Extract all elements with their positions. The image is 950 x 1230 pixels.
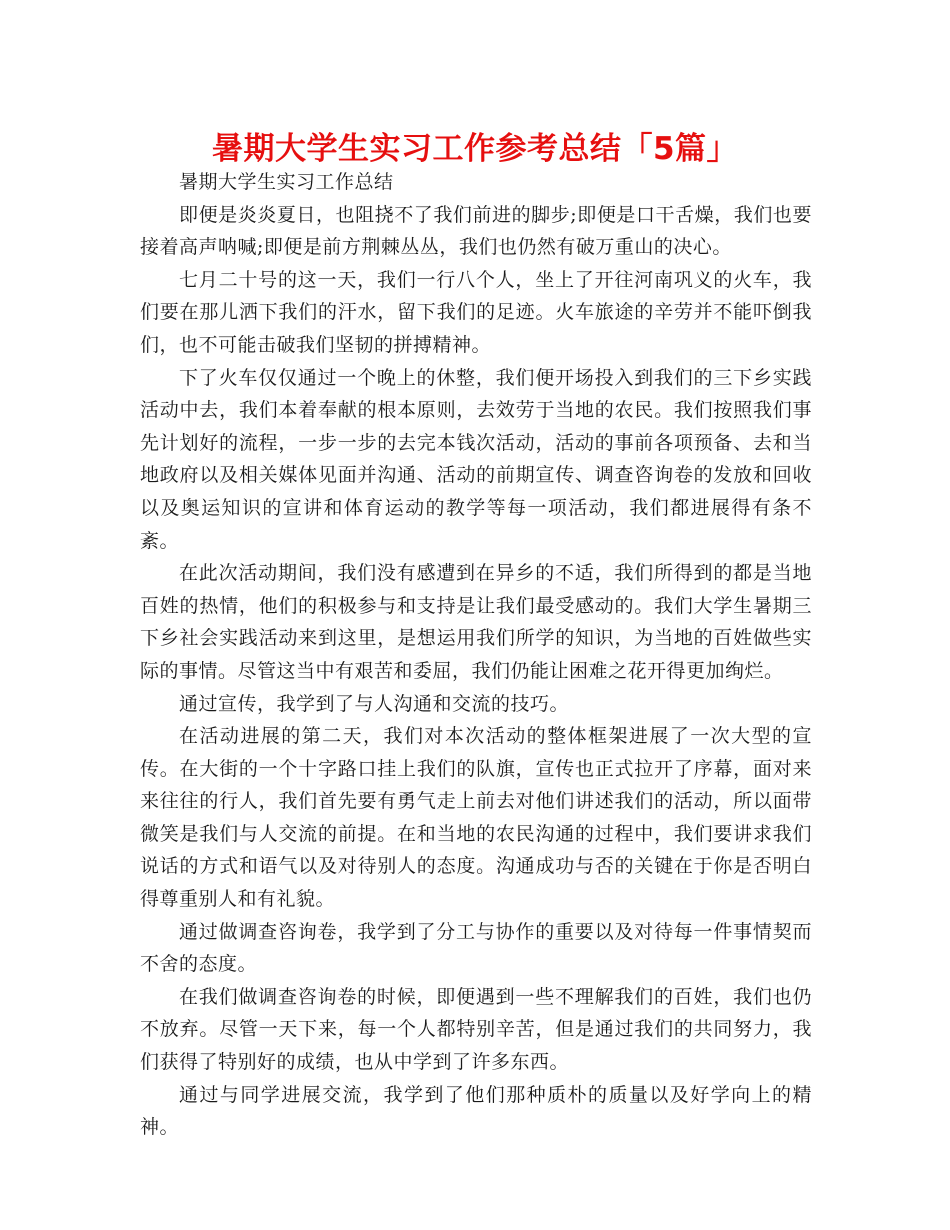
paragraph: 即便是炎炎夏日，也阻挠不了我们前进的脚步;即便是口干舌燥，我们也要接着高声呐喊;即便是前方荆棘丛丛，我们也仍然有破万重山的决心。	[140, 203, 812, 259]
document-title: 暑期大学生实习工作参考总结「5篇」	[211, 131, 739, 167]
paragraph: 通过宣传，我学到了与人沟通和交流的技巧。	[179, 692, 570, 715]
paragraph: 七月二十号的这一天，我们一行八个人，坐上了开往河南巩义的火车，我们要在那儿洒下我们的汗水，留下我们的足迹。火车旅途的辛劳并不能吓倒我们，也不可能击破我们坚韧的拼搏精神。	[140, 268, 812, 356]
paragraph: 通过与同学进展交流，我学到了他们那种质朴的质量以及好学向上的精神。	[140, 1083, 812, 1139]
paragraph-subtitle: 暑期大学生实习工作总结	[179, 171, 394, 193]
paragraph: 在活动进展的第二天，我们对本次活动的整体框架进展了一次大型的宣传。在大街的一个十字路口挂上我们的队旗，宣传也正式拉开了序幕，面对来来往往的行人，我们首先要有勇气走上前去对他们讲述我们的活动，所以面带微笑是我们与人交流的前提。在和当地的农民沟通的过程中，我们要讲求我们说话的方式和语气以及对待别人的态度。沟通成功与否的关键在于你是否明白得尊重别人和有礼貌。	[140, 725, 812, 911]
paragraph: 在此次活动期间，我们没有感遭到在异乡的不适，我们所得到的都是当地百姓的热情，他们的积极参与和支持是让我们最受感动的。我们大学生暑期三下乡社会实践活动来到这里，是想运用我们所学的知识，为当地的百姓做些实际的事情。尽管这当中有艰苦和委屈，我们仍能让困难之花开得更加绚烂。	[140, 562, 812, 682]
document-body	[140, 166, 812, 1144]
paragraph: 在我们做调查咨询卷的时候，即便遇到一些不理解我们的百姓，我们也仍不放弃。尽管一天下来，每一个人都特别辛苦，但是通过我们的共同努力，我们获得了特别好的成绩，也从中学到了许多东西。	[140, 985, 812, 1074]
paragraph: 通过做调查咨询卷，我学到了分工与协作的重要以及对待每一件事情契而不舍的态度。	[140, 920, 812, 976]
paragraph: 下了火车仅仅通过一个晚上的休整，我们便开场投入到我们的三下乡实践活动中去，我们本着奉献的根本原则，去效劳于当地的农民。我们按照我们事先计划好的流程，一步一步的去完本钱次活动，活动的事前各项预备、去和当地政府以及相关媒体见面并沟通、活动的前期宣传、调查咨询卷的发放和回收以及奥运知识的宣讲和体育运动的教学等每一项活动，我们都进展得有条不紊。	[140, 366, 812, 552]
